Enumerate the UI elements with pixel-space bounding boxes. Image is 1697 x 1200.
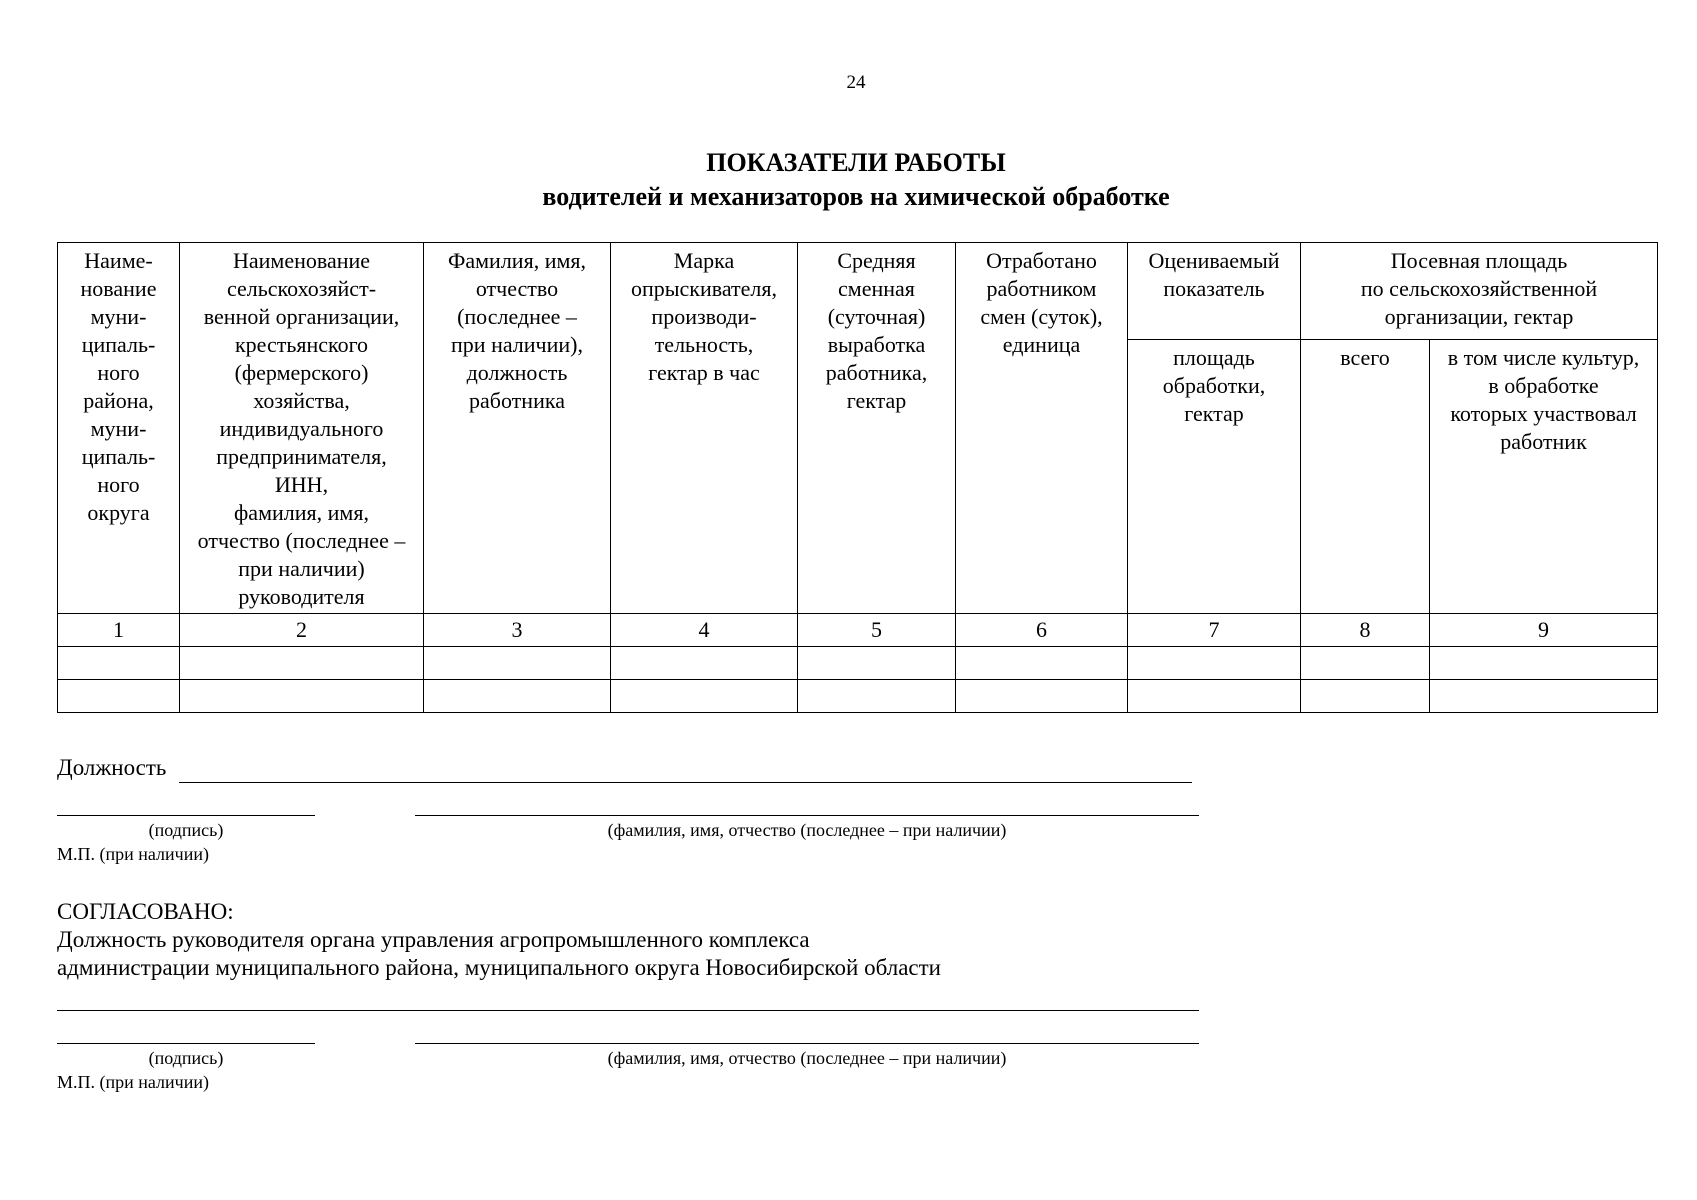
header-average-output: Средняя сменная (суточная) выработка работника, гектар	[798, 243, 956, 614]
table-cell[interactable]	[424, 647, 611, 680]
page-number: 24	[846, 72, 866, 93]
column-number: 9	[1430, 614, 1658, 647]
table-cell[interactable]	[180, 680, 424, 713]
approval-name-line[interactable]	[415, 1043, 1199, 1044]
table-cell[interactable]	[180, 647, 424, 680]
header-organization: Наименование сельскохозяйст- венной организации, крестьянского (фермерского) хозяйства, индивидуального предпринимателя, ИНН, фамилия, имя, отчество (последнее – при наличии) руководителя	[180, 243, 424, 614]
table-cell[interactable]	[1128, 647, 1301, 680]
column-number: 8	[1301, 614, 1430, 647]
position-label: Должность	[57, 755, 167, 780]
column-number: 3	[424, 614, 611, 647]
column-number: 4	[611, 614, 798, 647]
header-treatment-area: площадь обработки, гектар	[1128, 340, 1301, 614]
agreed-label: СОГЛАСОВАНО:	[57, 899, 234, 924]
title-line-2: водителей и механизаторов на химической обработке	[542, 182, 1170, 211]
table-cell[interactable]	[798, 647, 956, 680]
approval-line-2: администрации муниципального района, муниципального округа Новосибирской области	[57, 955, 941, 980]
stamp-label: М.П. (при наличии)	[57, 844, 209, 864]
header-total: всего	[1301, 340, 1430, 614]
table-cell[interactable]	[1430, 647, 1658, 680]
table-cell[interactable]	[798, 680, 956, 713]
table-cell[interactable]	[424, 680, 611, 713]
table-cell[interactable]	[611, 680, 798, 713]
column-number: 1	[58, 614, 180, 647]
header-worker-name: Фамилия, имя, отчество (последнее – при наличии), должность работника	[424, 243, 611, 614]
signature-caption: (подпись)	[148, 820, 224, 840]
table-cell[interactable]	[1301, 680, 1430, 713]
header-row-1	[58, 243, 1658, 340]
approval-signature-caption: (подпись)	[148, 1048, 224, 1068]
approval-signature-line[interactable]	[57, 1043, 315, 1044]
column-number: 7	[1128, 614, 1301, 647]
table-row	[58, 680, 1658, 713]
table-cell[interactable]	[1430, 680, 1658, 713]
document-title	[0, 146, 1697, 214]
title-line-1: ПОКАЗАТЕЛИ РАБОТЫ	[706, 148, 1006, 177]
table-cell[interactable]	[1128, 680, 1301, 713]
table-cell[interactable]	[956, 647, 1128, 680]
name-line[interactable]	[415, 815, 1199, 816]
approval-line-1: Должность руководителя органа управления агропромышленного комплекса	[57, 927, 810, 952]
name-caption: (фамилия, имя, отчество (последнее – при наличии)	[607, 820, 1007, 840]
approval-position-line[interactable]	[57, 1010, 1199, 1011]
column-number-row	[58, 614, 1658, 647]
approval-name-caption: (фамилия, имя, отчество (последнее – при наличии)	[607, 1048, 1007, 1068]
table-cell[interactable]	[58, 647, 180, 680]
signature-line[interactable]	[57, 815, 315, 816]
column-number: 5	[798, 614, 956, 647]
column-number: 2	[180, 614, 424, 647]
header-district: Наиме- нование муни- ципаль- ного района, муни- ципаль- ного округа	[58, 243, 180, 614]
header-sprayer-brand: Марка опрыскивателя, производи- тельность, гектар в час	[611, 243, 798, 614]
table-cell[interactable]	[956, 680, 1128, 713]
table-cell[interactable]	[1301, 647, 1430, 680]
header-evaluated-indicator: Оцениваемый показатель	[1128, 243, 1301, 340]
indicators-table	[57, 242, 1658, 713]
header-including-crops: в том числе культур, в обработке которых участвовал работник	[1430, 340, 1658, 614]
table-cell[interactable]	[611, 647, 798, 680]
header-shifts-worked: Отработано работником смен (суток), единица	[956, 243, 1128, 614]
table-row	[58, 647, 1658, 680]
approval-stamp-label: М.П. (при наличии)	[57, 1072, 209, 1092]
position-line[interactable]	[179, 782, 1192, 783]
table-cell[interactable]	[58, 680, 180, 713]
header-sown-area: Посевная площадь по сельскохозяйственной организации, гектар	[1301, 243, 1658, 340]
column-number: 6	[956, 614, 1128, 647]
